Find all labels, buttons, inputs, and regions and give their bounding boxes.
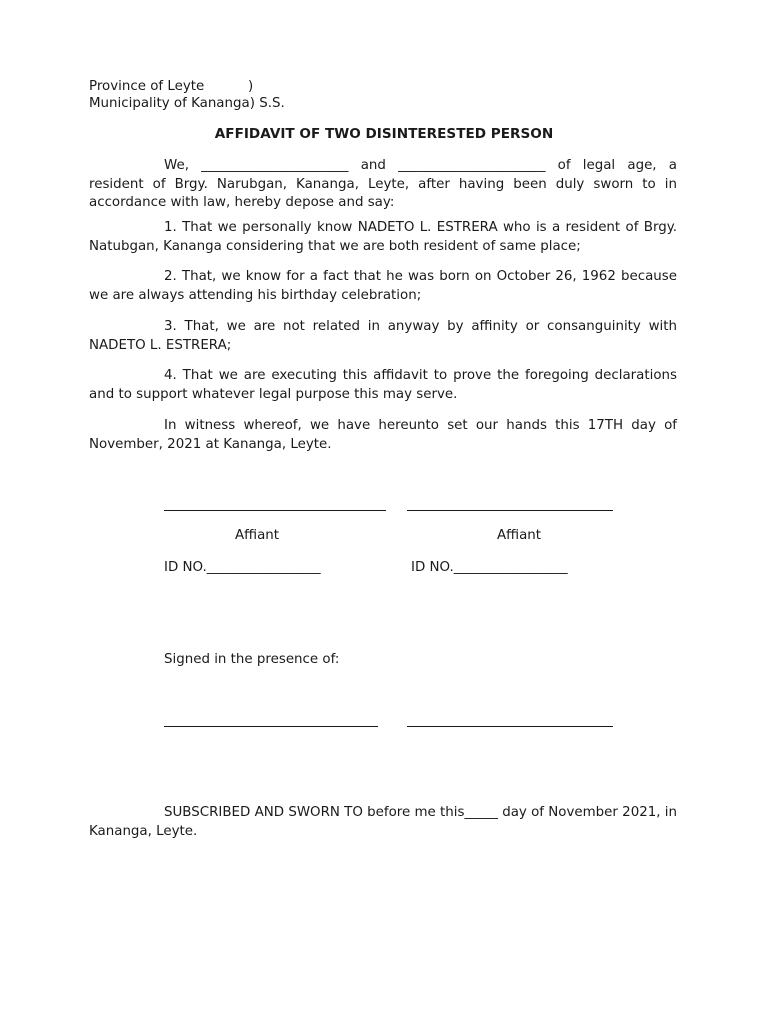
affiant-1-label: Affiant bbox=[235, 528, 280, 543]
province-paren: ) bbox=[248, 79, 254, 94]
document-title: AFFIDAVIT OF TWO DISINTERESTED PERSON bbox=[214, 126, 554, 142]
witness-paragraph: In witness whereof, we have hereunto set our hands this 17TH day of November, 2021 at Kananga, Leyte. bbox=[89, 418, 677, 452]
intro-paragraph: We, ______________________ and ______________________ of legal age, a resident of Brgy. Narubgan, Kananga, Leyte, after having been duly sworn to in accordance with law, hereby depose and say: bbox=[89, 158, 677, 210]
paragraph-1: 1. That we personally know NADETO L. ESTRERA who is a resident of Brgy. Natubgan, Kananga considering that we are both resident of same place; bbox=[89, 220, 677, 254]
witness-1-signature-line bbox=[164, 726, 378, 727]
paragraph-2: 2. That, we know for a fact that he was born on October 26, 1962 because we are always attending his birthday celebration; bbox=[89, 269, 677, 303]
municipality-line: Municipality of Kananga) S.S. bbox=[89, 96, 285, 111]
presence-label: Signed in the presence of: bbox=[164, 652, 340, 667]
affiant-2-label: Affiant bbox=[497, 528, 542, 543]
affiant-2-signature-line bbox=[407, 510, 613, 511]
subscribed-paragraph: SUBSCRIBED AND SWORN TO before me this_____ day of November 2021, in Kananga, Leyte. bbox=[89, 805, 677, 839]
affiant-1-signature-line bbox=[164, 510, 386, 511]
affiant-1-id: ID NO._________________ bbox=[164, 560, 321, 575]
affiant-2-id: ID NO._________________ bbox=[411, 560, 568, 575]
paragraph-4: 4. That we are executing this affidavit to prove the foregoing declarations and to support whatever legal purpose this may serve. bbox=[89, 368, 677, 402]
province-line: Province of Leyte bbox=[89, 79, 205, 94]
paragraph-3: 3. That, we are not related in anyway by affinity or consanguinity with NADETO L. ESTRERA; bbox=[89, 319, 677, 353]
witness-2-signature-line bbox=[407, 726, 613, 727]
